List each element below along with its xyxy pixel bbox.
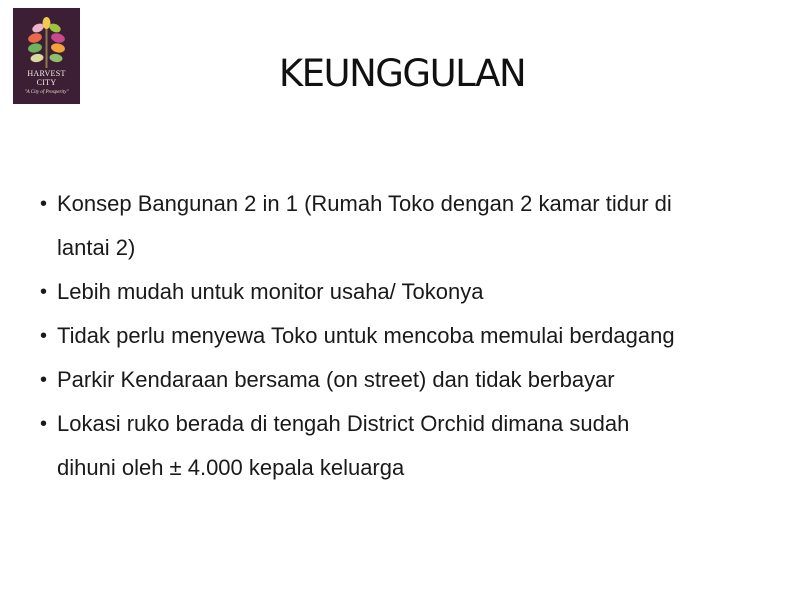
list-item-text: Lebih mudah untuk monitor usaha/ Tokonya bbox=[57, 279, 484, 304]
logo-tagline: "A City of Prosperity" bbox=[24, 90, 69, 95]
bullet-icon: • bbox=[40, 413, 48, 435]
list-item bbox=[40, 402, 780, 490]
bullet-icon: • bbox=[40, 369, 48, 391]
advantages-list bbox=[40, 182, 780, 490]
bullet-icon: • bbox=[40, 281, 48, 303]
page-title: KEUNGGULAN bbox=[278, 52, 526, 95]
list-item-text: Lokasi ruko berada di tengah District Orchid dimana sudah bbox=[57, 411, 630, 436]
list-item bbox=[40, 270, 780, 314]
logo-name-line1: HARVEST bbox=[27, 69, 66, 78]
list-item-text-continued: dihuni oleh ± 4.000 kepala keluarga bbox=[57, 455, 405, 480]
list-item-text: Parkir Kendaraan bersama (on street) dan tidak berbayar bbox=[57, 367, 615, 392]
logo-name-line2: CITY bbox=[36, 78, 57, 87]
list-item bbox=[40, 358, 780, 402]
list-item-text-continued: lantai 2) bbox=[57, 235, 136, 260]
list-item bbox=[40, 314, 780, 358]
list-item-text: Konsep Bangunan 2 in 1 (Rumah Toko dengan 2 kamar tidur di bbox=[57, 191, 672, 216]
list-item bbox=[40, 182, 780, 270]
bullet-icon: • bbox=[40, 325, 48, 347]
list-item-text: Tidak perlu menyewa Toko untuk mencoba memulai berdagang bbox=[57, 323, 675, 348]
bullet-icon: • bbox=[40, 193, 48, 215]
